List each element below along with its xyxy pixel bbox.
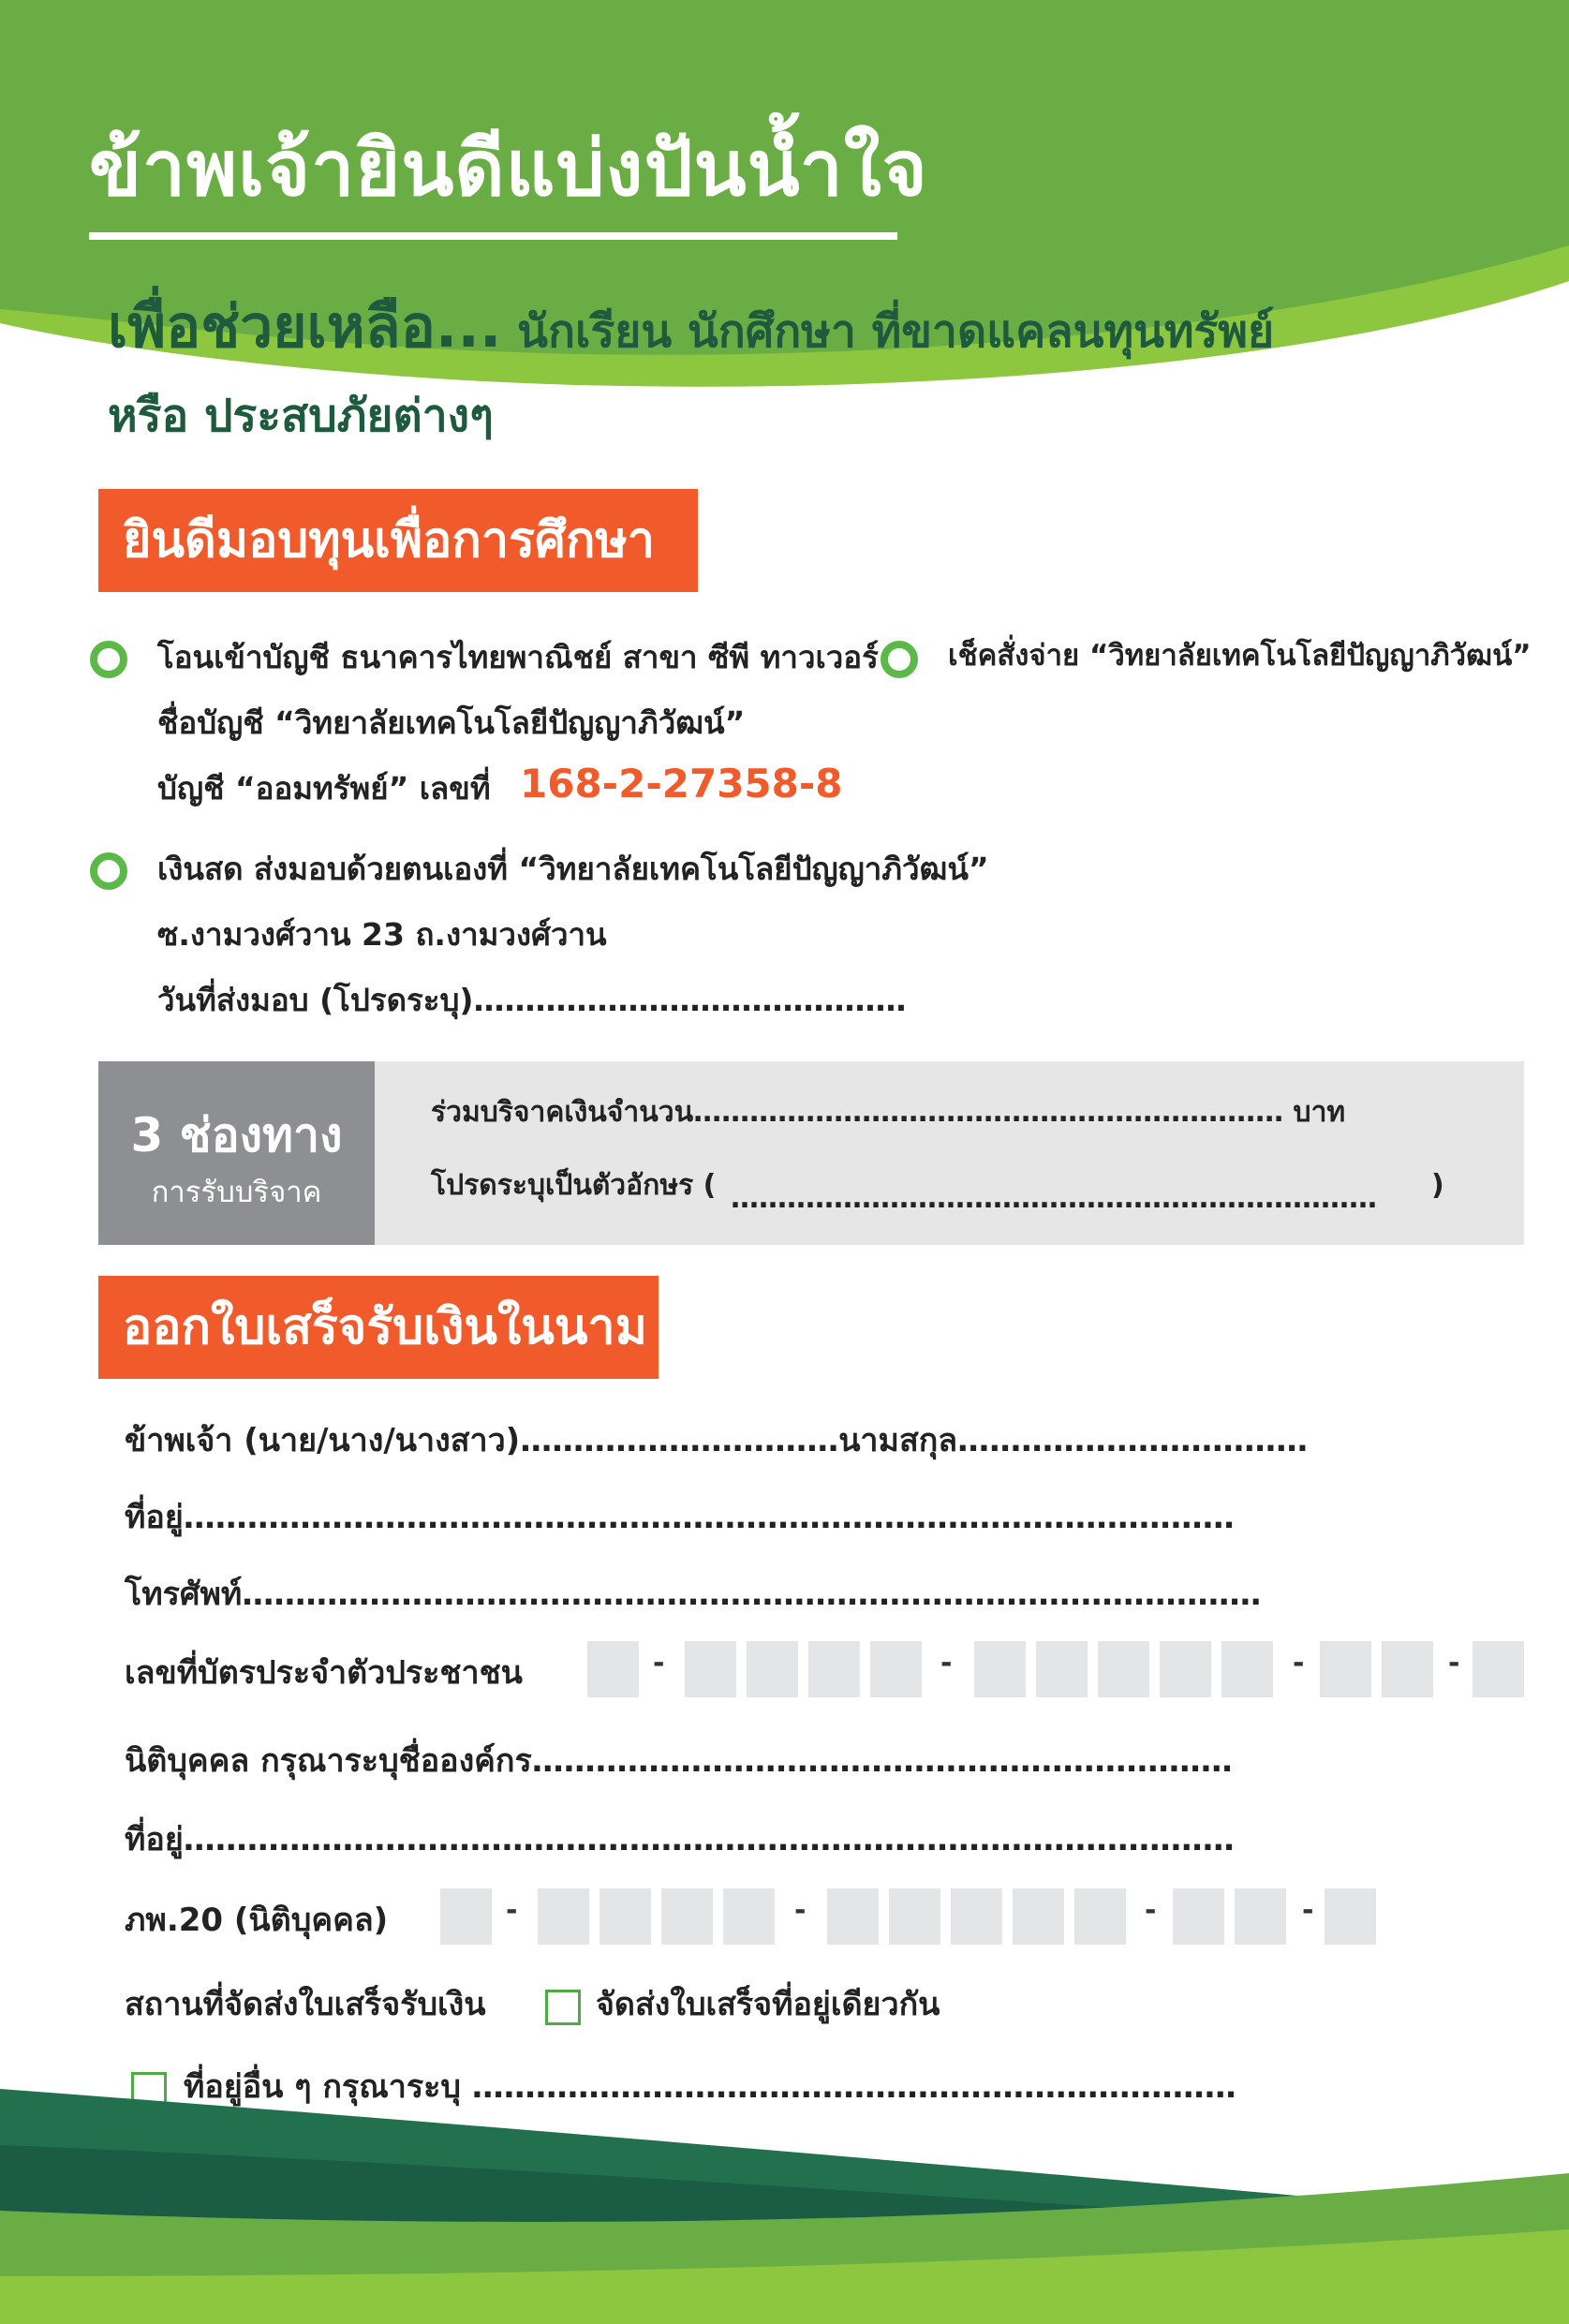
tax-digit-box[interactable]	[951, 1888, 1002, 1945]
name-line[interactable]: ข้าพเจ้า (นาย/นาง/นางสาว)…………………………นามสกุล……………………………	[125, 1422, 1309, 1459]
organization-address-line[interactable]: ที่อยู่………………………………………………………………………………………	[125, 1821, 1235, 1858]
tax-dash: -	[1302, 1894, 1314, 1927]
tax-dash: -	[1145, 1894, 1157, 1927]
id-digit-box[interactable]	[1036, 1641, 1088, 1697]
tax-digit-box[interactable]	[538, 1888, 589, 1945]
transfer-line2: ชื่อบัญชี “วิทยาลัยเทคโนโลยีปัญญาภิวัฒน์”	[157, 704, 746, 741]
id-digit-box[interactable]	[974, 1641, 1026, 1697]
id-digit-box[interactable]	[747, 1641, 798, 1697]
subtitle-line2: หรือ ประสบภัยต่างๆ	[108, 390, 494, 442]
tax-digit-box[interactable]	[827, 1888, 879, 1945]
letters-close: )	[1431, 1169, 1444, 1202]
amount-line[interactable]: ร่วมบริจาคเงินจำนวน……………………………………………………… บาท	[431, 1096, 1346, 1129]
tax-digit-box[interactable]	[1074, 1888, 1126, 1945]
ways-subtitle: การรับบริจาค	[151, 1176, 322, 1209]
tax-dash: -	[794, 1894, 807, 1927]
phone-line[interactable]: โทรศัพท์……………………………………………………………………………………	[125, 1576, 1262, 1613]
same-address-checkbox[interactable]	[545, 1990, 581, 2025]
tax-digit-box[interactable]	[599, 1888, 651, 1945]
organization-line[interactable]: นิติบุคคล กรุณาระบุชื่อองค์กร…………………………………………………………	[125, 1742, 1233, 1780]
address-line[interactable]: ที่อยู่………………………………………………………………………………………	[125, 1499, 1235, 1536]
other-address-line[interactable]: ที่อยู่อื่น ๆ กรุณาระบุ ………………………………………………………………	[184, 2068, 1236, 2106]
transfer-line1: โอนเข้าบัญชี ธนาคารไทยพาณิชย์ สาขา ซีพี ทาวเวอร์	[157, 639, 879, 675]
tax-digit-box[interactable]	[440, 1888, 492, 1945]
title-underline	[89, 232, 897, 240]
ways-title: 3 ช่องทาง	[130, 1108, 343, 1162]
cash-line3: วันที่ส่งมอบ (โปรดระบุ)……………………………………	[157, 982, 907, 1018]
id-digit-box[interactable]	[1320, 1641, 1371, 1697]
transfer-line3-label: บัญชี “ออมทรัพย์” เลขที่	[157, 770, 491, 807]
id-number-boxes[interactable]	[0, 1641, 1569, 1697]
tax-digit-box[interactable]	[723, 1888, 775, 1945]
delivery-label: สถานที่จัดส่งใบเสร็จรับเงิน	[125, 1986, 486, 2023]
id-digit-box[interactable]	[685, 1641, 736, 1697]
main-title: ข้าพเจ้ายินดีแบ่งปันน้ำใจ	[89, 125, 928, 214]
id-digit-box[interactable]	[1098, 1641, 1149, 1697]
tax-digit-box[interactable]	[661, 1888, 713, 1945]
subtitle-small: นักเรียน นักศึกษา ที่ขาดแคลนทุนทรัพย์	[501, 305, 1275, 358]
cheque-radio[interactable]	[881, 641, 918, 678]
tax-dash: -	[506, 1894, 518, 1927]
id-digit-box[interactable]	[1221, 1641, 1273, 1697]
transfer-radio[interactable]	[90, 641, 127, 678]
tax-digit-box[interactable]	[1173, 1888, 1224, 1945]
subtitle-big: เพื่อช่วยเหลือ...	[108, 292, 502, 361]
id-dash: -	[1293, 1647, 1305, 1680]
tax-digit-box[interactable]	[1235, 1888, 1286, 1945]
tax-number-boxes[interactable]	[0, 1888, 1569, 1945]
letters-field[interactable]: ……………………………………………………………	[731, 1182, 1377, 1215]
cash-radio[interactable]	[90, 852, 127, 890]
id-dash: -	[653, 1647, 665, 1680]
id-digit-box[interactable]	[870, 1641, 922, 1697]
cheque-option: เช็คสั่งจ่าย “วิทยาลัยเทคโนโลยีปัญญาภิวัฒน์”	[948, 639, 1532, 673]
receipt-heading: ออกใบเสร็จรับเงินในนาม	[98, 1276, 659, 1379]
id-digit-box[interactable]	[1382, 1641, 1433, 1697]
donation-heading: ยินดีมอบทุนเพื่อการศึกษา	[98, 489, 698, 592]
ways-panel	[98, 1061, 375, 1245]
id-digit-box[interactable]	[1160, 1641, 1211, 1697]
id-dash: -	[1448, 1647, 1460, 1680]
footer-background	[0, 2089, 1569, 2324]
tax-label: ภพ.20 (นิติบุคคล)	[125, 1902, 389, 1939]
account-number: 168-2-27358-8	[520, 761, 843, 807]
same-address-label: จัดส่งใบเสร็จที่อยู่เดียวกัน	[596, 1986, 940, 2023]
id-digit-box[interactable]	[808, 1641, 860, 1697]
id-digit-box[interactable]	[1473, 1641, 1524, 1697]
id-digit-box[interactable]	[587, 1641, 639, 1697]
subtitle	[108, 292, 1275, 361]
tax-digit-box[interactable]	[1013, 1888, 1064, 1945]
cash-line2: ซ.งามวงศ์วาน 23 ถ.งามวงศ์วาน	[157, 916, 607, 953]
tax-digit-box[interactable]	[1325, 1888, 1376, 1945]
letters-label: โปรดระบุเป็นตัวอักษร (	[431, 1169, 717, 1202]
cash-line1: เงินสด ส่งมอบด้วยตนเองที่ “วิทยาลัยเทคโนโลยีปัญญาภิวัฒน์”	[157, 851, 989, 887]
tax-digit-box[interactable]	[889, 1888, 940, 1945]
id-dash: -	[940, 1647, 953, 1680]
id-label: เลขที่บัตรประจำตัวประชาชน	[125, 1654, 523, 1692]
